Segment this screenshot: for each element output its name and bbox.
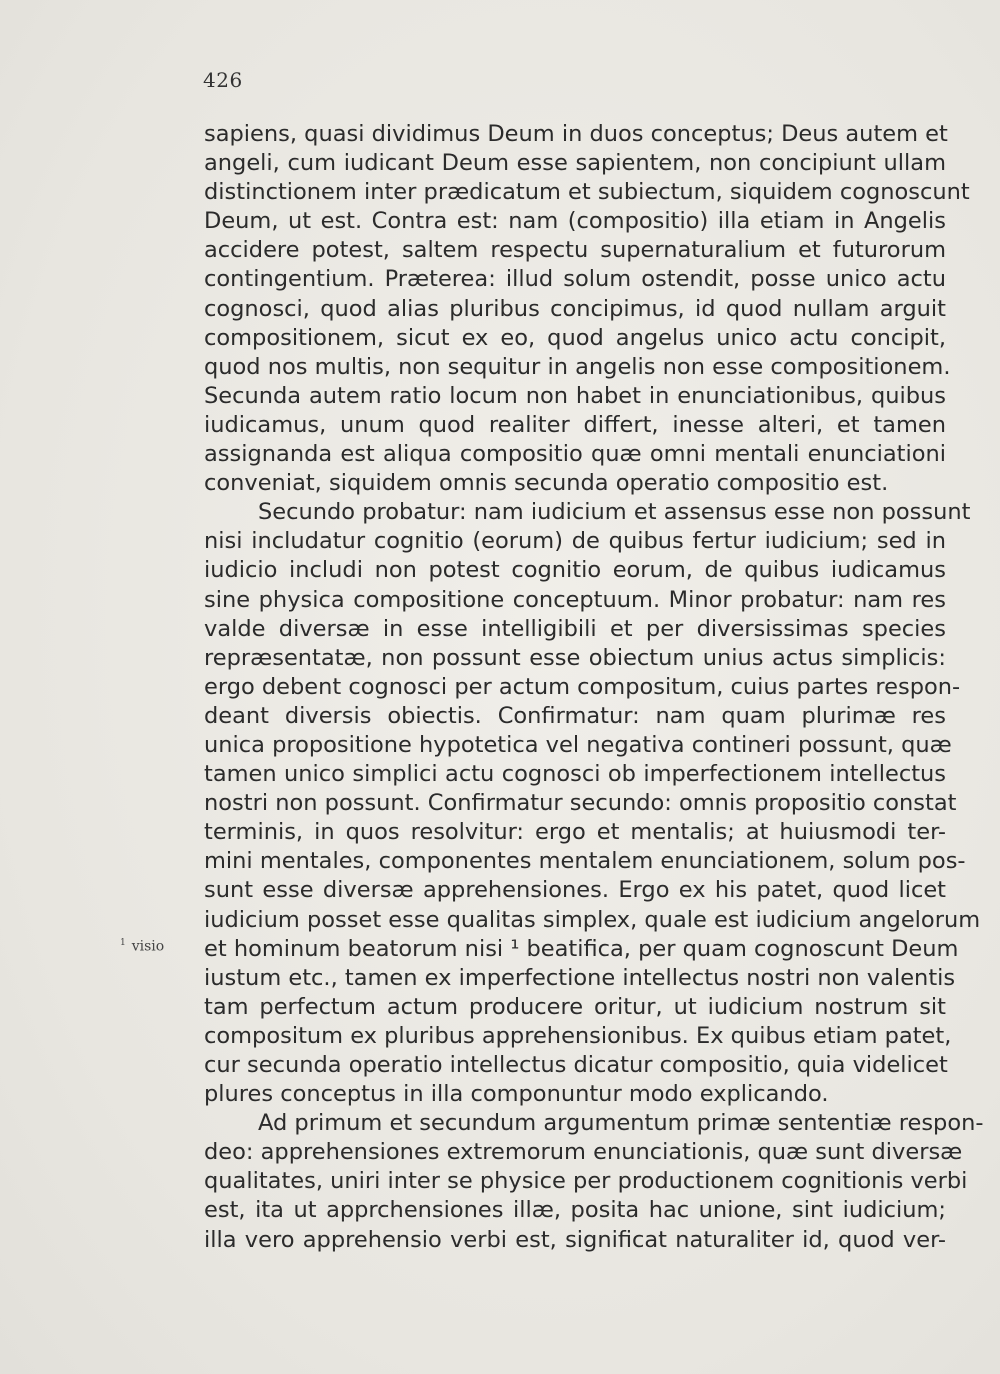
text-line: tamen unico simplici actu cognosci ob imperfectionem intellectus — [204, 761, 946, 788]
text-line: Deum, ut est. Contra est: nam (compositio) illa etiam in Angelis — [204, 208, 946, 235]
text-line: Ad primum et secundum argumentum primæ sententiæ respon- — [258, 1110, 984, 1137]
text-line: distinctionem inter prædicatum et subiectum, siquidem cognoscunt — [204, 179, 970, 206]
page-number: 426 — [203, 68, 243, 92]
text-line: iudicio includi non potest cognitio eorum, de quibus iudicamus — [204, 557, 946, 584]
text-line: unica propositione hypotetica vel negativa contineri possunt, quæ — [204, 731, 952, 758]
text-line: deant diversis obiectis. Confirmatur: nam quam plurimæ res — [204, 702, 946, 729]
margin-note-text: visio — [131, 938, 165, 955]
text-line: illa vero apprehensio verbi est, significat naturaliter id, quod ver- — [204, 1226, 946, 1253]
footnote-marker: 1 — [120, 938, 126, 948]
text-line: nisi includatur cognitio (eorum) de quibus fertur iudicium; sed in — [204, 528, 946, 555]
text-line: accidere potest, saltem respectu supernaturalium et futurorum — [204, 237, 946, 264]
text-line: compositum ex pluribus apprehensionibus. Ex quibus etiam patet, — [204, 1022, 952, 1049]
text-line: repræsentatæ, non possunt esse obiectum unius actus simplicis: — [204, 644, 946, 671]
text-line: sapiens, quasi dividimus Deum in duos conceptus; Deus autem et — [204, 121, 948, 147]
text-line: qualitates, uniri inter se physice per productionem cognitionis verbi — [204, 1168, 968, 1195]
text-line: tam perfectum actum producere oritur, ut iudicium nostrum sit — [204, 993, 946, 1020]
text-line: valde diversæ in esse intelligibili et per diversissimas species — [204, 615, 946, 642]
text-line: quod nos multis, non sequitur in angelis non esse compositionem. — [204, 353, 951, 380]
paragraph-3 — [204, 1109, 984, 1254]
text-line: iustum etc., tamen ex imperfectione intellectus nostri non valentis — [204, 964, 956, 991]
text-line: Secundo probatur: nam iudicium et assensus esse non possunt — [258, 499, 971, 526]
text-line: assignanda est aliqua compositio quæ omni mentali enunciationi — [204, 441, 946, 468]
text-line: iudicium posset esse qualitas simplex, quale est iudicium angelorum — [204, 906, 981, 933]
text-line: deo: apprehensiones extremorum enunciationis, quæ sunt diversæ — [204, 1139, 963, 1166]
paragraph-1 — [204, 120, 970, 498]
paragraph-2 — [204, 498, 981, 1109]
text-line: sunt esse diversæ apprehensiones. Ergo ex his patet, quod licet — [204, 877, 946, 904]
text-line: ergo debent cognosci per actum compositum, cuius partes respon- — [204, 673, 961, 700]
text-line: sine physica compositione conceptuum. Minor probatur: nam res — [204, 586, 946, 613]
text-line: nostri non possunt. Confirmatur secundo: omnis propositio constat — [204, 790, 957, 817]
text-line: mini mentales, componentes mentalem enunciationem, solum pos- — [204, 848, 966, 875]
text-line: cognosci, quod alias pluribus concipimus, id quod nullam arguit — [204, 295, 946, 322]
text-line: cur secunda operatio intellectus dicatur compositio, quia videlicet — [204, 1052, 948, 1078]
text-line: contingentium. Præterea: illud solum ostendit, posse unico actu — [204, 266, 946, 293]
text-line: et hominum beatorum nisi ¹ beatifica, per quam cognoscunt Deum — [204, 935, 959, 962]
text-line: Secunda autem ratio locum non habet in enunciationibus, quibus — [204, 382, 946, 409]
body-text — [204, 120, 984, 1255]
text-line: terminis, in quos resolvitur: ergo et mentalis; at huiusmodi ter- — [204, 819, 946, 846]
text-line: angeli, cum iudicant Deum esse sapientem, non concipiunt ullam — [204, 150, 946, 177]
text-line: conveniat, siquidem omnis secunda operatio compositio est. — [204, 470, 889, 497]
text-line: iudicamus, unum quod realiter differt, inesse alteri, et tamen — [204, 411, 946, 438]
text-line: est, ita ut apprchensiones illæ, posita hac unione, sint iudicium; — [204, 1197, 946, 1224]
text-line: compositionem, sicut ex eo, quod angelus unico actu concipit, — [204, 324, 946, 351]
margin-note — [120, 938, 164, 955]
text-line: plures conceptus in illa componuntur modo explicando. — [204, 1081, 829, 1108]
